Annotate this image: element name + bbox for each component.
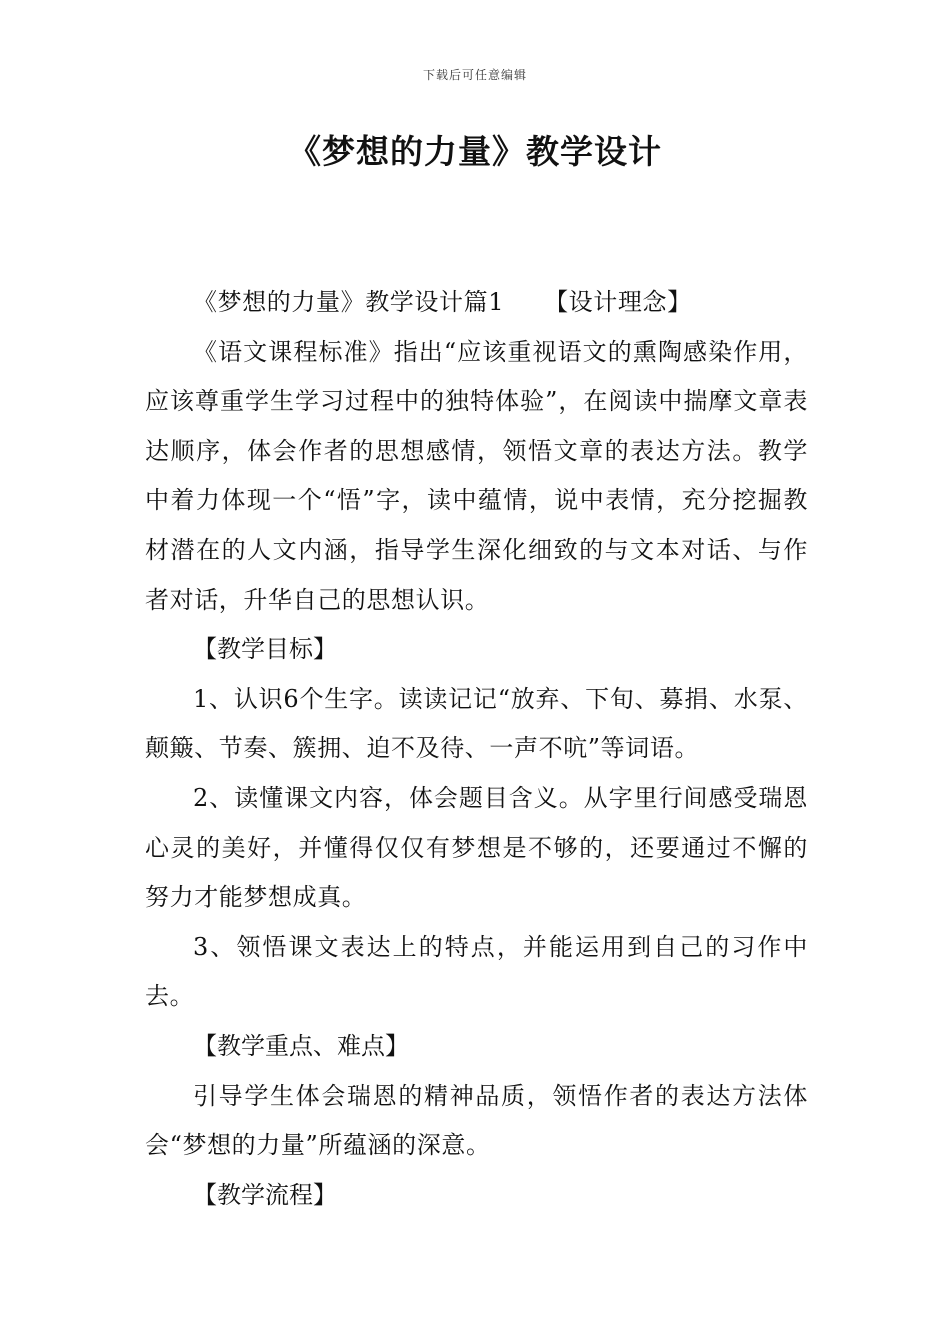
process-heading: 【教学流程】 (193, 1180, 337, 1209)
goal-item-1: 1、认识6个生字。读读记记“放弃、下旬、募捐、水泵、颠簸、节奏、簇拥、迫不及待、一声不吭”等词语。 (145, 684, 808, 763)
intro-section-label: 《梦想的力量》教学设计篇1 (193, 288, 505, 316)
goals-heading: 【教学目标】 (193, 635, 337, 664)
page-header-note: 下载后可任意编辑 (422, 68, 527, 82)
key-points-heading: 【教学重点、难点】 (193, 1031, 409, 1060)
design-concept-heading: 【设计理念】 (544, 288, 692, 316)
key-points-paragraph: 引导学生体会瑞恩的精神品质，领悟作者的表达方法体会“梦想的力量”所蕴涵的深意。 (145, 1081, 808, 1160)
design-concept-paragraph: 《语文课程标准》指出“应该重视语文的熏陶感染作用，应该尊重学生学习过程中的独特体验”，在阅读中揣摩文章表达顺序，体会作者的思想感情，领悟文章的表达方法。教学中着力体现一个“悟”字，读中蕴情，说中表情，充分挖掘教材潜在的人文内涵，指导学生深化细致的与文本对话、与作者对话，升华自己的思想认识。 (145, 337, 808, 614)
document-title: 《梦想的力量》教学设计 (288, 132, 662, 171)
document-body (145, 278, 808, 1220)
goal-item-2: 2、读懂课文内容，体会题目含义。从字里行间感受瑞恩心灵的美好，并懂得仅仅有梦想是不够的，还要通过不懈的努力才能梦想成真。 (145, 783, 808, 912)
goal-item-3: 3、领悟课文表达上的特点，并能运用到自己的习作中去。 (145, 932, 808, 1011)
intro-line (145, 278, 808, 328)
